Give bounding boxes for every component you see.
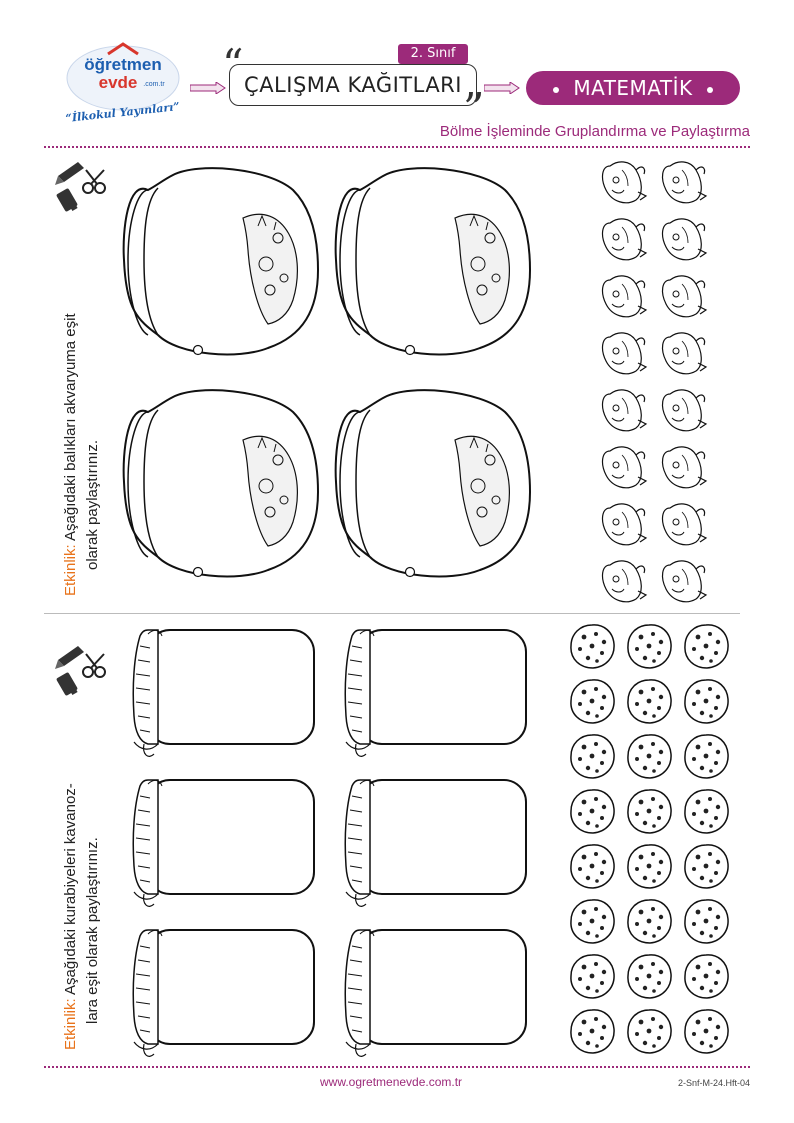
footer-website-link[interactable]: www.ogretmenevde.com.tr (320, 1075, 463, 1089)
activity2-text-line2: lara eşit olarak paylaştırınız. (84, 837, 101, 1024)
fish-column (663, 162, 706, 602)
aquarium (124, 168, 318, 354)
footer-divider (44, 1066, 750, 1068)
grade-badge: 2. Sınıf (398, 44, 468, 64)
worksheet-title: ÇALIŞMA KAĞITLARI (229, 64, 477, 106)
fish-cutout (603, 219, 646, 260)
close-quote-mark: ” (463, 84, 485, 133)
activity1-instruction (60, 136, 104, 596)
fish-cutout (603, 276, 646, 317)
aquarium-group (118, 160, 540, 606)
cookie-row (571, 625, 728, 668)
aquarium (124, 390, 318, 576)
activity1-text-line1: Aşağıdaki balıkları akvaryuma eşit (62, 313, 79, 545)
logo-tagline: “İlkokul Yayınları” (64, 100, 181, 122)
publisher-logo (62, 40, 184, 122)
header-divider (44, 146, 750, 148)
cookie-cutouts (566, 622, 738, 1070)
activity2-instruction (60, 610, 104, 1050)
fish-cutouts (590, 154, 716, 606)
cookie-row (571, 735, 728, 778)
fish-cutout (603, 504, 646, 545)
fish-cutout (603, 333, 646, 374)
jar (345, 780, 526, 906)
aquarium (336, 168, 530, 354)
fish-cutout (603, 561, 646, 602)
cookie-row (571, 900, 728, 943)
logo-domain: .com.tr (143, 81, 165, 88)
fish-cutout (603, 162, 646, 203)
fish-cutout (603, 390, 646, 431)
fish-cutout (603, 447, 646, 488)
cookie-row (571, 1010, 728, 1053)
open-quote-mark: “ (222, 40, 244, 89)
activity2-lead: Etkinlik: (62, 998, 79, 1050)
jar-group (126, 626, 528, 1058)
jar (133, 780, 314, 906)
activity1-text-line2: olarak paylaştırınız. (84, 439, 101, 570)
activity2-text-line1: Aşağıdaki kurabiyeleri kavanoz- (62, 783, 79, 999)
jar (345, 630, 526, 756)
subject-badge (526, 71, 740, 105)
cookie-row (571, 955, 728, 998)
jar (133, 930, 314, 1056)
subject-label: MATEMATİK (573, 76, 693, 100)
arrow-icon (484, 82, 520, 94)
dot-icon (553, 87, 559, 93)
document-code: 2-Snf-M-24.Hft-04 (677, 1078, 750, 1088)
section-divider (44, 613, 740, 614)
cookie-row (571, 845, 728, 888)
dot-icon (707, 87, 713, 93)
cookie-row (571, 680, 728, 723)
logo-wordmark-top: öğretmen (84, 55, 162, 74)
activity1-lead: Etkinlik: (62, 544, 79, 596)
jar (345, 930, 526, 1056)
arrow-icon (190, 82, 226, 94)
topic-subtitle: Bölme İşleminde Gruplandırma ve Paylaştırma (439, 123, 750, 140)
aquarium (336, 390, 530, 576)
logo-wordmark-main: evde (98, 73, 138, 92)
cookie-row (571, 790, 728, 833)
jar (133, 630, 314, 756)
